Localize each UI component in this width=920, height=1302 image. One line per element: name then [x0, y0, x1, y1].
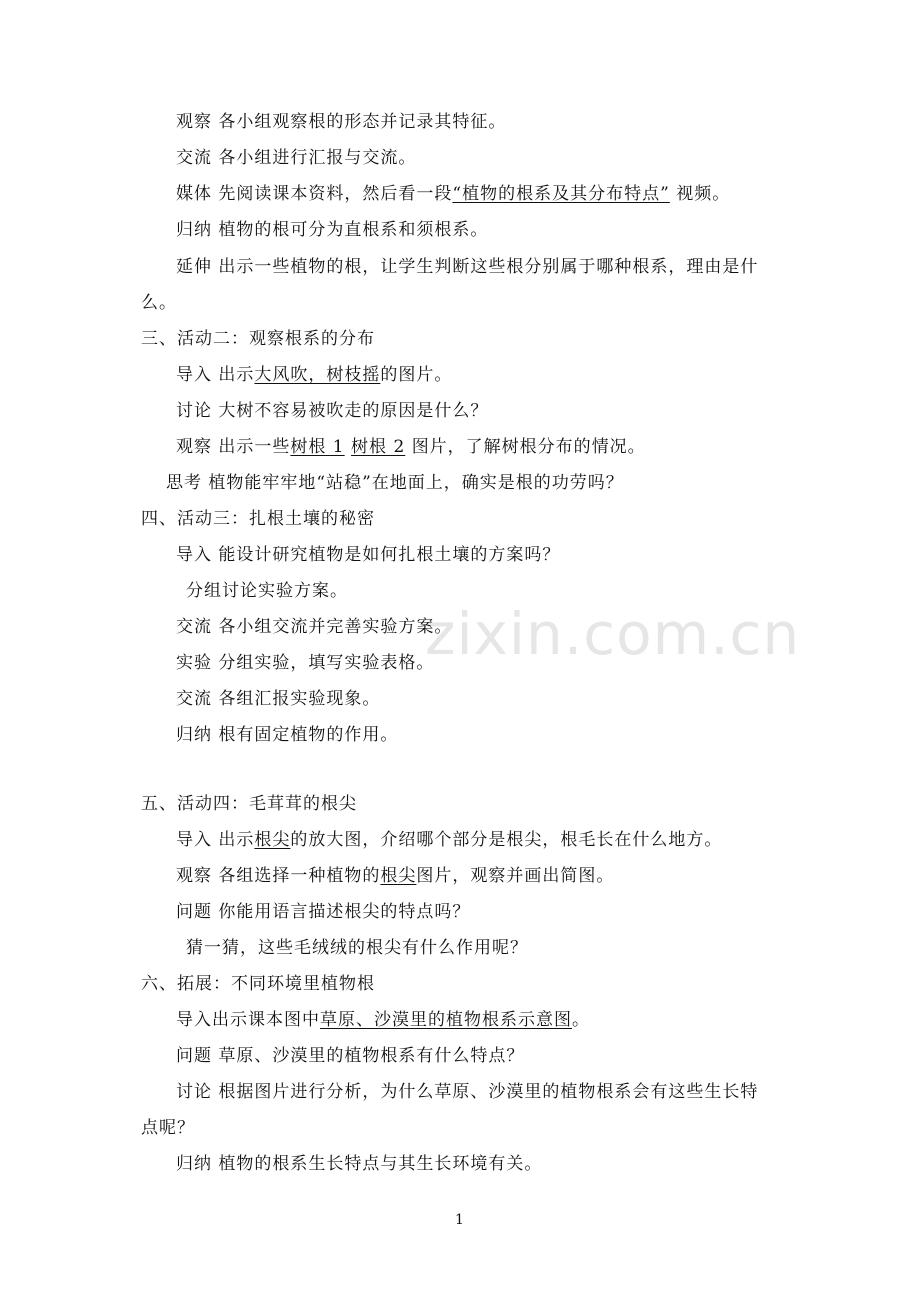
page-number: 1: [455, 1212, 464, 1228]
heading-activity-2: 三、活动二：观察根系的分布: [141, 329, 375, 349]
watermark: zixin.com.cn: [425, 600, 801, 668]
heading-activity-4: 五、活动四：毛茸茸的根尖: [141, 794, 357, 814]
line-guess: 猜一猜，这些毛绒绒的根尖有什么作用呢？: [186, 938, 528, 958]
line-intro-3: 导入 出示根尖的放大图，介绍哪个部分是根尖，根毛长在什么地方。: [176, 830, 723, 850]
line-observe-3: 观察 各组选择一种植物的根尖图片，观察并画出简图。: [176, 866, 615, 886]
line-intro-1: 导入 出示大风吹，树枝摇的图片。: [176, 365, 453, 385]
line-extend-cont: 么。: [141, 293, 177, 313]
line-question-2: 问题 草原、沙漠里的植物根系有什么特点？: [176, 1046, 525, 1066]
root-1-link[interactable]: 树根 1: [290, 437, 345, 457]
line-experiment: 实验 分组实验，填写实验表格。: [176, 653, 435, 673]
line-discuss-2: 讨论 根据图片进行分析，为什么草原、沙漠里的植物根系会有这些生长特: [176, 1082, 759, 1102]
line-intro-2: 导入 能设计研究植物是如何扎根土壤的方案吗？: [176, 545, 561, 565]
root-2-link[interactable]: 树根 2: [351, 437, 406, 457]
root-tip-link-2[interactable]: 根尖: [380, 866, 417, 886]
line-observe-2: 观察 出示一些树根 1 树根 2 图片，了解树根分布的情况。: [176, 437, 646, 457]
line-discuss-cont: 点呢？: [141, 1118, 195, 1138]
line-summary-3: 归纳 植物的根系生长特点与其生长环境有关。: [176, 1154, 543, 1174]
line-group-discuss: 分组讨论实验方案。: [186, 581, 348, 601]
line-question-1: 问题 你能用语言描述根尖的特点吗？: [176, 902, 471, 922]
line-summary-1: 归纳 植物的根可分为直根系和须根系。: [176, 220, 489, 240]
heading-extension: 六、拓展：不同环境里植物根: [141, 974, 375, 994]
line-exchange-3: 交流 各组汇报实验现象。: [176, 689, 381, 709]
line-summary-2: 归纳 根有固定植物的作用。: [176, 725, 399, 745]
root-tip-link-1[interactable]: 根尖: [254, 830, 291, 850]
line-exchange-1: 交流 各小组进行汇报与交流。: [176, 148, 417, 168]
line-intro-4: 导入出示课本图中草原、沙漠里的植物根系示意图。: [176, 1010, 590, 1030]
video-link[interactable]: “植物的根系及其分布特点”: [452, 184, 670, 204]
wind-image-link[interactable]: 大风吹，树枝摇: [254, 365, 381, 385]
line-exchange-2: 交流 各小组交流并完善实验方案。: [176, 617, 453, 637]
heading-activity-3: 四、活动三：扎根土壤的秘密: [141, 509, 375, 529]
line-think: 思考 植物能牢牢地“站稳”在地面上，确实是根的功劳吗？: [166, 473, 624, 493]
grassland-desert-link[interactable]: 草原、沙漠里的植物根系示意图: [320, 1010, 572, 1030]
line-extend: 延伸 出示一些植物的根，让学生判断这些根分别属于哪种根系，理由是什: [176, 257, 759, 277]
line-observe-1: 观察 各小组观察根的形态并记录其特征。: [176, 112, 507, 132]
line-media: 媒体 先阅读课本资料，然后看一段“植物的根系及其分布特点” 视频。: [176, 184, 731, 204]
line-discuss-1: 讨论 大树不容易被吹走的原因是什么？: [176, 401, 489, 421]
